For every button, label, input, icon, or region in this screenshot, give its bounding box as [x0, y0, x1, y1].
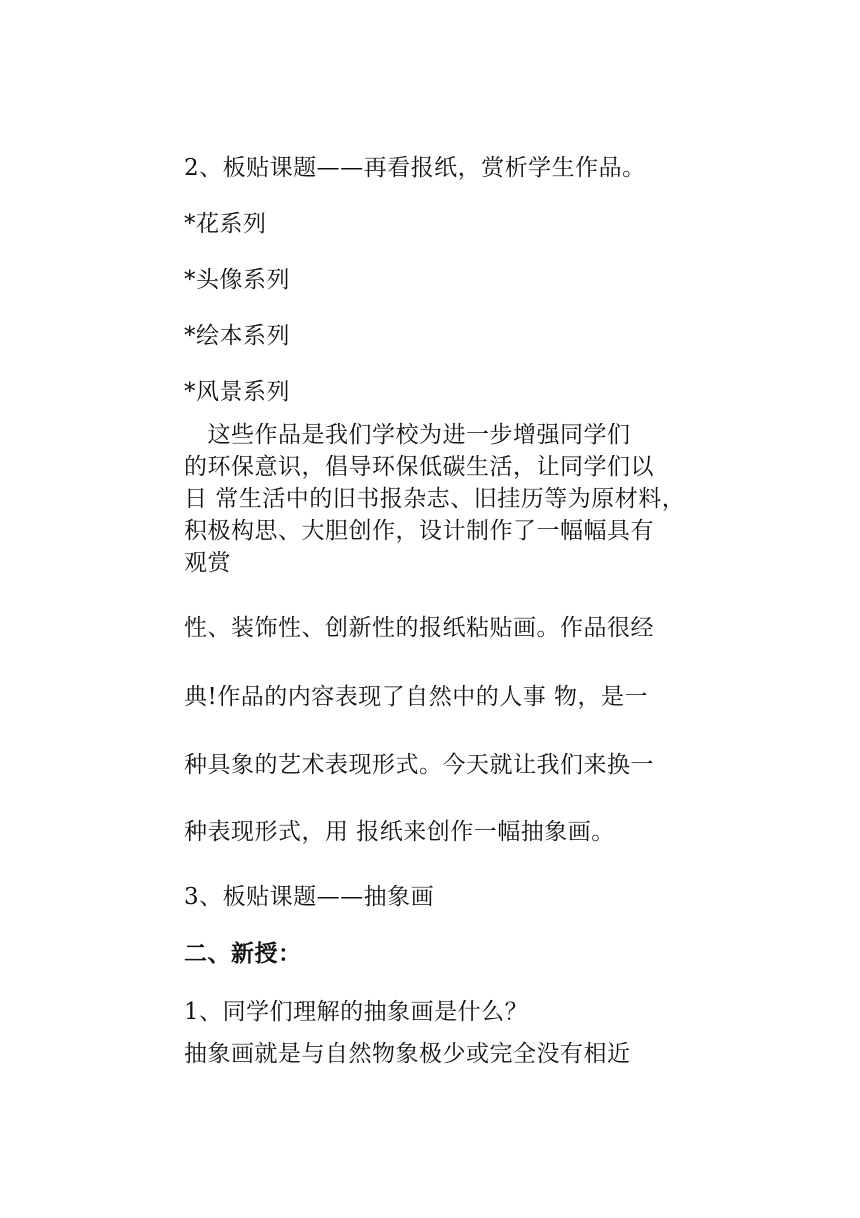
paragraph-line: 这些作品是我们学校为进一步增强同学们 — [184, 422, 631, 448]
paragraph-line: 种具象的艺术表现形式。今天就让我们来换一 — [184, 752, 654, 778]
paragraph-line: 典!作品的内容表现了自然中的人事 物，是一 — [184, 684, 649, 710]
paragraph-line: 观赏 — [184, 550, 231, 576]
paragraph-line: 日 常生活中的旧书报杂志、旧挂历等为原材料， — [184, 486, 686, 512]
answer-line: 抽象画就是与自然物象极少或完全没有相近 — [184, 1041, 631, 1067]
paragraph-line: 的环保意识，倡导环保低碳生活，让同学们以 — [184, 454, 654, 480]
step-2-line: 2、板贴课题——再看报纸，赏析学生作品。 — [184, 155, 646, 181]
paragraph-line: 积极构思、大胆创作，设计制作了一幅幅具有 — [184, 518, 654, 544]
paragraph-line: 种表现形式，用 报纸来创作一幅抽象画。 — [184, 819, 615, 845]
step-3-line: 3、板贴课题——抽象画 — [184, 884, 435, 910]
question-line: 1、同学们理解的抽象画是什么？ — [184, 999, 529, 1025]
series-item-picture-book: *绘本系列 — [184, 323, 290, 349]
section-heading: 二、新授： — [184, 940, 302, 967]
series-item-flower: *花系列 — [184, 211, 267, 237]
paragraph-line: 性、装饰性、创新性的报纸粘贴画。作品很经 — [184, 615, 654, 641]
series-item-landscape: *风景系列 — [184, 379, 290, 405]
series-item-portrait: *头像系列 — [184, 267, 290, 293]
